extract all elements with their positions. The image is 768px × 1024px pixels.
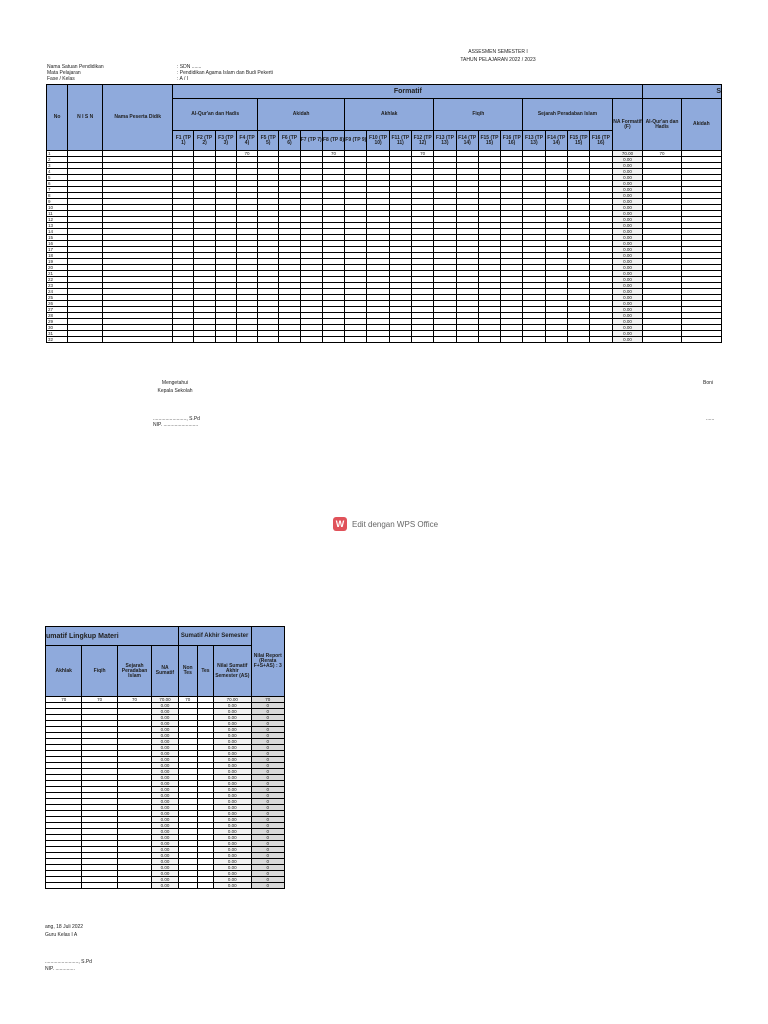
table-row xyxy=(47,337,722,343)
sumatif-akhir-header: Sumatif Akhir Semester xyxy=(178,627,251,646)
nilai-report-cell: 0 xyxy=(251,775,284,781)
na-sumatif-cell: 0.00 xyxy=(152,721,178,727)
sejarah-cell[interactable] xyxy=(117,883,151,889)
score-cell[interactable] xyxy=(322,337,344,343)
nilai-as-cell: 0.00 xyxy=(214,877,251,883)
na-sumatif-cell: 0.00 xyxy=(152,769,178,775)
row-number: 9 xyxy=(47,199,68,205)
akhlak-cell[interactable] xyxy=(46,883,82,889)
row-number: 7 xyxy=(47,187,68,193)
na-sumatif-cell: 0.00 xyxy=(152,805,178,811)
nilai-report-cell: 0 xyxy=(251,709,284,715)
col-f-3: F3 (TP 3) xyxy=(215,131,236,151)
na-formatif-cell: 0.00 xyxy=(612,199,643,205)
na-formatif-cell: 0.00 xyxy=(612,223,643,229)
wps-watermark[interactable] xyxy=(333,517,438,531)
row-number: 2 xyxy=(47,157,68,163)
nilai-as-cell: 0.00 xyxy=(214,853,251,859)
nilai-as-cell: 0.00 xyxy=(214,739,251,745)
row-number: 26 xyxy=(47,301,68,307)
value-class: : A / I xyxy=(177,76,189,82)
sum-akidah-cell[interactable] xyxy=(681,337,721,343)
col-fiqih: Fiqih xyxy=(82,646,117,697)
nilai-report-cell: 0 xyxy=(251,739,284,745)
nilai-as-cell: 0.00 xyxy=(214,781,251,787)
nilai-report-cell: 0 xyxy=(251,781,284,787)
nilai-report-cell: 0 xyxy=(251,799,284,805)
na-formatif-cell: 0.00 xyxy=(612,217,643,223)
nilai-as-cell: 0.00 xyxy=(214,871,251,877)
col-sejarah: Sejarah Peradaban Islam xyxy=(117,646,151,697)
col-f-2: F2 (TP 2) xyxy=(194,131,215,151)
score-cell[interactable] xyxy=(523,337,545,343)
nilai-report-cell: 0 xyxy=(251,841,284,847)
nilai-as-cell: 0.00 xyxy=(214,733,251,739)
na-sumatif-cell: 0.00 xyxy=(152,847,178,853)
table-row xyxy=(46,883,285,889)
place-cut: Boni xyxy=(703,380,714,386)
nilai-report-cell: 0 xyxy=(251,757,284,763)
na-formatif-cell: 0.00 xyxy=(612,295,643,301)
row-number: 1 xyxy=(47,151,68,157)
sumatif-table xyxy=(45,626,285,889)
nilai-as-cell: 0.00 xyxy=(214,727,251,733)
score-cell[interactable] xyxy=(456,337,478,343)
score-cell[interactable] xyxy=(478,337,500,343)
score-cell[interactable]: 70 xyxy=(236,151,257,157)
label-class: Fase / Kelas xyxy=(47,76,75,82)
col-non-tes: Non Tes xyxy=(178,646,197,697)
na-sumatif-cell: 0.00 xyxy=(152,853,178,859)
sum-alquran-cell[interactable]: 70 xyxy=(643,151,681,157)
fiqih-cell[interactable]: 70 xyxy=(82,697,117,703)
col-nilai-as: Nilai Sumatif Akhir Semester (AS) xyxy=(214,646,251,697)
na-sumatif-cell: 0.00 xyxy=(152,811,178,817)
col-f-11: F11 (TP 11) xyxy=(389,131,411,151)
na-sumatif-cell: 0.00 xyxy=(152,877,178,883)
nilai-report-cell: 0 xyxy=(251,817,284,823)
col-f-7: F7 (TP 7) xyxy=(300,131,322,151)
na-formatif-cell: 0.00 xyxy=(612,175,643,181)
nilai-as-cell: 0.00 xyxy=(214,757,251,763)
na-formatif-cell: 0.00 xyxy=(612,229,643,235)
na-sumatif-cell: 0.00 xyxy=(152,823,178,829)
na-sumatif-cell: 0.00 xyxy=(152,739,178,745)
na-sumatif-cell: 0.00 xyxy=(152,751,178,757)
score-cell[interactable] xyxy=(236,337,257,343)
row-number: 24 xyxy=(47,289,68,295)
na-sumatif-cell: 0.00 xyxy=(152,757,178,763)
nilai-report-cell: 0 xyxy=(251,823,284,829)
nilai-report-cell: 0 xyxy=(251,793,284,799)
score-cell[interactable] xyxy=(434,337,456,343)
na-formatif-cell: 0.00 xyxy=(612,319,643,325)
nilai-as-cell: 0.00 xyxy=(214,823,251,829)
score-cell[interactable]: 70 xyxy=(411,151,433,157)
nilai-report-cell: 0 xyxy=(251,727,284,733)
nilai-as-cell: 0.00 xyxy=(214,721,251,727)
score-cell[interactable] xyxy=(345,337,367,343)
row-number: 18 xyxy=(47,253,68,259)
row-number: 17 xyxy=(47,247,68,253)
na-formatif-cell: 0.00 xyxy=(612,337,643,343)
col-f-5: F5 (TP 5) xyxy=(258,131,279,151)
na-formatif-cell: 0.00 xyxy=(612,283,643,289)
col-na-sumatif: NA Sumatif xyxy=(152,646,178,697)
sumatif-lingkup-header: umatif Lingkup Materi xyxy=(46,627,179,646)
score-cell[interactable] xyxy=(411,337,433,343)
right-dots: ...... xyxy=(706,416,715,422)
mengetahui-label: Mengetahui xyxy=(161,380,189,386)
score-cell[interactable] xyxy=(501,337,523,343)
nilai-as-cell: 0.00 xyxy=(214,835,251,841)
nama-cell[interactable] xyxy=(103,337,173,343)
na-sumatif-cell: 0.00 xyxy=(152,799,178,805)
na-formatif-cell: 0.00 xyxy=(612,205,643,211)
score-cell[interactable] xyxy=(215,337,236,343)
row-number: 29 xyxy=(47,319,68,325)
row-number: 19 xyxy=(47,259,68,265)
col-f-10: F10 (TP 10) xyxy=(367,131,389,151)
score-cell[interactable]: 70 xyxy=(322,151,344,157)
nilai-as-cell: 0.00 xyxy=(214,865,251,871)
score-cell[interactable] xyxy=(567,337,589,343)
nilai-report-cell: 0 xyxy=(251,805,284,811)
col-nilai-report: Nilai Report (Rerata F+S+AS) : 3 xyxy=(251,627,284,697)
nilai-as-cell: 0.00 xyxy=(214,763,251,769)
nilai-as-cell: 0.00 xyxy=(214,793,251,799)
formatif-table xyxy=(46,84,722,343)
nilai-report-cell: 0 xyxy=(251,787,284,793)
na-formatif-cell: 70.00 xyxy=(612,151,643,157)
na-sumatif-cell: 0.00 xyxy=(152,835,178,841)
na-sumatif-cell: 0.00 xyxy=(152,709,178,715)
col-nama: Nama Peserta Didik xyxy=(103,85,173,151)
na-sumatif-cell: 0.00 xyxy=(152,775,178,781)
row-number: 25 xyxy=(47,295,68,301)
score-cell[interactable] xyxy=(389,337,411,343)
row-number: 32 xyxy=(47,337,68,343)
wps-edit-text: Edit dengan WPS Office xyxy=(352,519,439,529)
na-sumatif-cell: 70.00 xyxy=(152,697,178,703)
na-sumatif-cell: 0.00 xyxy=(152,733,178,739)
nilai-report-cell: 0 xyxy=(251,871,284,877)
nilai-as-cell: 70.00 xyxy=(214,697,251,703)
na-formatif-cell: 0.00 xyxy=(612,211,643,217)
na-formatif-cell: 0.00 xyxy=(612,253,643,259)
col-tes: Tes xyxy=(197,646,213,697)
col-f-13: F13 (TP 13) xyxy=(434,131,456,151)
nilai-report-cell: 0 xyxy=(251,853,284,859)
nisn-cell[interactable] xyxy=(68,337,103,343)
score-cell[interactable] xyxy=(590,337,612,343)
nilai-report-cell: 0 xyxy=(251,835,284,841)
nilai-as-cell: 0.00 xyxy=(214,745,251,751)
row-number: 10 xyxy=(47,205,68,211)
kepsek-nip: NIP. ......................... xyxy=(153,422,199,428)
non-tes-cell[interactable]: 70 xyxy=(178,697,197,703)
nilai-as-cell: 0.00 xyxy=(214,841,251,847)
row-number: 14 xyxy=(47,229,68,235)
row-number: 28 xyxy=(47,313,68,319)
nilai-as-cell: 0.00 xyxy=(214,883,251,889)
col-f-4: F4 (TP 4) xyxy=(236,131,257,151)
na-sumatif-cell: 0.00 xyxy=(152,829,178,835)
nilai-as-cell: 0.00 xyxy=(214,709,251,715)
sejarah-cell[interactable]: 70 xyxy=(117,697,151,703)
na-formatif-cell: 0.00 xyxy=(612,247,643,253)
col-f-9: F9 (TP 9) xyxy=(345,131,367,151)
col-f-12: F12 (TP 12) xyxy=(411,131,433,151)
row-number: 3 xyxy=(47,163,68,169)
na-formatif-cell: 0.00 xyxy=(612,241,643,247)
nilai-as-cell: 0.00 xyxy=(214,817,251,823)
akhlak-cell[interactable]: 70 xyxy=(46,697,82,703)
na-sumatif-cell: 0.00 xyxy=(152,841,178,847)
na-formatif-cell: 0.00 xyxy=(612,157,643,163)
na-formatif-cell: 0.00 xyxy=(612,181,643,187)
na-formatif-cell: 0.00 xyxy=(612,169,643,175)
na-sumatif-cell: 0.00 xyxy=(152,781,178,787)
row-number: 15 xyxy=(47,235,68,241)
nilai-report-cell: 70 xyxy=(251,697,284,703)
col-no: No xyxy=(47,85,68,151)
nilai-as-cell: 0.00 xyxy=(214,703,251,709)
nilai-report-cell: 0 xyxy=(251,703,284,709)
na-sumatif-cell: 0.00 xyxy=(152,865,178,871)
doc-title: ASSESMEN SEMESTER I xyxy=(468,49,528,55)
col-f-19: F15 (TP 15) xyxy=(567,131,589,151)
tes-cell[interactable] xyxy=(197,883,213,889)
na-formatif-cell: 0.00 xyxy=(612,331,643,337)
nilai-as-cell: 0.00 xyxy=(214,811,251,817)
col-f-20: F16 (TP 16) xyxy=(590,131,612,151)
nilai-as-cell: 0.00 xyxy=(214,829,251,835)
score-cell[interactable] xyxy=(173,337,194,343)
guru-label: Guru Kelas I A xyxy=(45,932,78,938)
na-formatif-cell: 0.00 xyxy=(612,313,643,319)
group-akhlak: Akhlak xyxy=(345,99,434,131)
na-formatif-cell: 0.00 xyxy=(612,259,643,265)
guru-nip: NIP. .............. xyxy=(45,966,75,972)
na-formatif-cell: 0.00 xyxy=(612,265,643,271)
date-cut: ang, 18 Juli 2022 xyxy=(45,924,84,930)
row-number: 21 xyxy=(47,271,68,277)
score-cell[interactable] xyxy=(367,337,389,343)
group-akidah: Akidah xyxy=(258,99,345,131)
na-formatif-cell: 0.00 xyxy=(612,187,643,193)
na-sumatif-cell: 0.00 xyxy=(152,715,178,721)
label-subject: Mata Pelajaran xyxy=(47,70,81,76)
col-f-18: F14 (TP 14) xyxy=(545,131,567,151)
score-cell[interactable] xyxy=(545,337,567,343)
row-number: 20 xyxy=(47,265,68,271)
score-cell[interactable] xyxy=(279,337,300,343)
na-formatif-cell: 0.00 xyxy=(612,163,643,169)
na-sumatif-cell: 0.00 xyxy=(152,859,178,865)
na-formatif-cell: 0.00 xyxy=(612,325,643,331)
na-sumatif-cell: 0.00 xyxy=(152,817,178,823)
nilai-report-cell: 0 xyxy=(251,865,284,871)
nilai-report-cell: 0 xyxy=(251,721,284,727)
value-school: : SDN ....... xyxy=(177,64,202,70)
score-cell[interactable] xyxy=(194,337,215,343)
na-formatif-cell: 0.00 xyxy=(612,277,643,283)
na-sumatif-cell: 0.00 xyxy=(152,763,178,769)
nilai-as-cell: 0.00 xyxy=(214,751,251,757)
col-f-14: F14 (TP 14) xyxy=(456,131,478,151)
sum-alquran-cell[interactable] xyxy=(643,337,681,343)
non-tes-cell[interactable] xyxy=(178,883,197,889)
row-number: 30 xyxy=(47,325,68,331)
formatif-header: Formatif xyxy=(173,85,643,99)
na-sumatif-cell: 0.00 xyxy=(152,787,178,793)
col-f-17: F13 (TP 13) xyxy=(523,131,545,151)
nilai-report-cell: 0 xyxy=(251,769,284,775)
na-sumatif-cell: 0.00 xyxy=(152,745,178,751)
nilai-report-cell: 0 xyxy=(251,847,284,853)
na-formatif-cell: 0.00 xyxy=(612,271,643,277)
guru-name: ........................, S.Pd xyxy=(45,959,92,965)
nilai-report-cell: 0 xyxy=(251,763,284,769)
na-sumatif-cell: 0.00 xyxy=(152,727,178,733)
col-sum-akidah: Akidah xyxy=(681,99,721,151)
nilai-report-cell: 0 xyxy=(251,859,284,865)
col-f-15: F15 (TP 15) xyxy=(478,131,500,151)
nilai-report-cell: 0 xyxy=(251,751,284,757)
label-school: Nama Satuan Pendidikan xyxy=(47,64,104,70)
row-number: 13 xyxy=(47,223,68,229)
row-number: 6 xyxy=(47,181,68,187)
na-formatif-cell: 0.00 xyxy=(612,193,643,199)
row-number: 11 xyxy=(47,211,68,217)
group-fiqih: Fiqih xyxy=(434,99,523,131)
na-formatif-cell: 0.00 xyxy=(612,235,643,241)
col-na-formatif: NA Formatif (F) xyxy=(612,99,643,151)
nilai-report-cell: 0 xyxy=(251,745,284,751)
kepsek-name: ........................, S.Pd xyxy=(153,416,200,422)
row-number: 27 xyxy=(47,307,68,313)
na-formatif-cell: 0.00 xyxy=(612,307,643,313)
row-number: 8 xyxy=(47,193,68,199)
col-f-8: F8 (TP 8) xyxy=(322,131,344,151)
row-number: 16 xyxy=(47,241,68,247)
nilai-report-cell: 0 xyxy=(251,829,284,835)
kepsek-label: Kepala Sekolah xyxy=(157,388,193,394)
nilai-as-cell: 0.00 xyxy=(214,859,251,865)
nilai-report-cell: 0 xyxy=(251,877,284,883)
nilai-report-cell: 0 xyxy=(251,811,284,817)
group-sejarah: Sejarah Peradaban Islam xyxy=(523,99,612,131)
nilai-as-cell: 0.00 xyxy=(214,775,251,781)
col-f-1: F1 (TP 1) xyxy=(173,131,194,151)
row-number: 4 xyxy=(47,169,68,175)
nilai-as-cell: 0.00 xyxy=(214,805,251,811)
row-number: 5 xyxy=(47,175,68,181)
na-sumatif-cell: 0.00 xyxy=(152,703,178,709)
nilai-report-cell: 0 xyxy=(251,715,284,721)
row-number: 23 xyxy=(47,283,68,289)
sumatif-header-cut: S xyxy=(643,85,722,99)
col-f-6: F6 (TP 6) xyxy=(279,131,300,151)
score-cell[interactable] xyxy=(258,337,279,343)
row-number: 12 xyxy=(47,217,68,223)
doc-year: TAHUN PELAJARAN 2022 / 2023 xyxy=(460,57,536,63)
wps-logo-icon: W xyxy=(333,517,347,531)
na-sumatif-cell: 0.00 xyxy=(152,871,178,877)
nilai-as-cell: 0.00 xyxy=(214,787,251,793)
nilai-as-cell: 0.00 xyxy=(214,715,251,721)
row-number: 22 xyxy=(47,277,68,283)
na-formatif-cell: 0.00 xyxy=(612,289,643,295)
nilai-as-cell: 0.00 xyxy=(214,799,251,805)
group-alquran: Al-Qur'an dan Hadis xyxy=(173,99,258,131)
nilai-as-cell: 0.00 xyxy=(214,769,251,775)
col-sum-alquran: Al-Qur'an dan Hadis xyxy=(643,99,681,151)
na-formatif-cell: 0.00 xyxy=(612,301,643,307)
nilai-report-cell: 0 xyxy=(251,883,284,889)
value-subject: : Pendidikan Agama Islam dan Budi Pekerti xyxy=(177,70,273,76)
na-sumatif-cell: 0.00 xyxy=(152,793,178,799)
row-number: 31 xyxy=(47,331,68,337)
fiqih-cell[interactable] xyxy=(82,883,117,889)
score-cell[interactable] xyxy=(300,337,322,343)
col-nisn: N I S N xyxy=(68,85,103,151)
na-sumatif-cell: 0.00 xyxy=(152,883,178,889)
nilai-report-cell: 0 xyxy=(251,733,284,739)
nilai-as-cell: 0.00 xyxy=(214,847,251,853)
col-akhlak: Akhlak xyxy=(46,646,82,697)
col-f-16: F16 (TP 16) xyxy=(501,131,523,151)
